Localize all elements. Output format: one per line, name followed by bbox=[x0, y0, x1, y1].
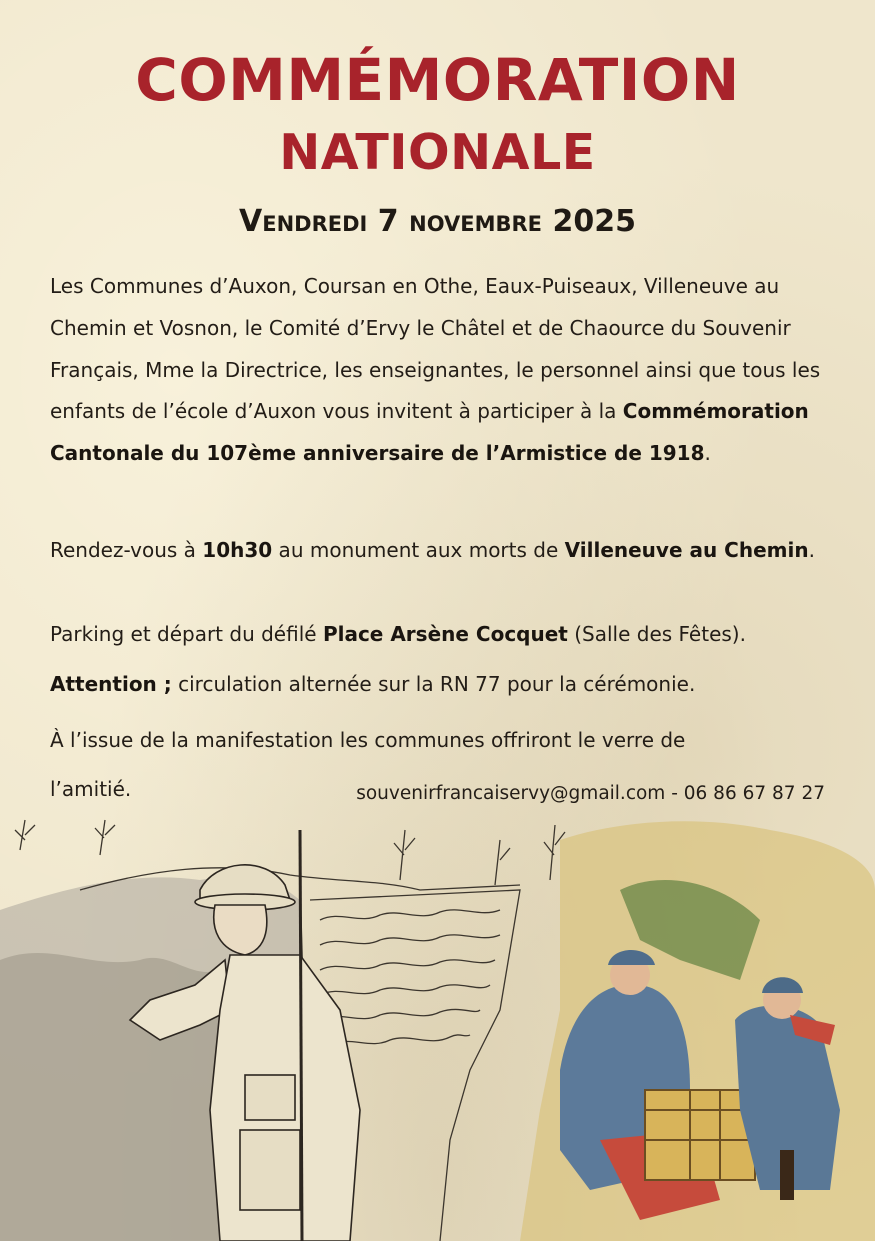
invitation-end: . bbox=[704, 441, 711, 466]
parking-place: Place Arsène Cocquet bbox=[322, 622, 568, 646]
attention-text: circulation alternée sur la RN 77 pour la cérémonie. bbox=[171, 672, 696, 696]
parking-text-2: (Salle des Fêtes). bbox=[567, 622, 746, 646]
meeting-text: Rendez-vous à bbox=[50, 538, 203, 562]
trench-illustration bbox=[0, 810, 875, 1241]
parking-text: Parking et départ du défilé bbox=[50, 622, 323, 646]
closing-paragraph: À l’issue de la manifestation les communes offriront le verre de l’amitié. bbox=[50, 728, 686, 801]
meeting-place: Villeneuve au Chemin bbox=[564, 538, 809, 562]
attention-paragraph bbox=[50, 666, 840, 702]
meeting-end: . bbox=[808, 538, 815, 562]
meeting-text-2: au monument aux morts de bbox=[272, 538, 565, 562]
event-name: Commémoration Cantonale du 107ème anniversaire de l’Armistice de 1918 bbox=[50, 399, 809, 466]
contact-info[interactable]: souvenirfrancaiservy@gmail.com - 06 86 67 87 27 bbox=[356, 783, 825, 804]
invitation-paragraph bbox=[50, 266, 840, 475]
title-line-2: NATIONALE bbox=[279, 124, 596, 181]
title-line-1: COMMÉMORATION bbox=[135, 46, 740, 114]
meeting-time: 10h30 bbox=[202, 538, 273, 562]
invitation-text: Les Communes d’Auxon, Coursan en Othe, Eaux-Puiseaux, Villeneuve au Chemin et Vosnon, le Comité d’Ervy le Châtel et de Chaource du Souvenir Français, Mme la Directrice, les enseignantes, le personnel ainsi que tous les enfants de l’école d’Auxon vous invitent à participer à la bbox=[50, 274, 821, 424]
attention-label: Attention ; bbox=[50, 672, 172, 696]
event-date: Vendredi 7 novembre 2025 bbox=[239, 204, 636, 239]
parking-paragraph bbox=[50, 616, 840, 652]
meeting-paragraph bbox=[50, 530, 840, 572]
